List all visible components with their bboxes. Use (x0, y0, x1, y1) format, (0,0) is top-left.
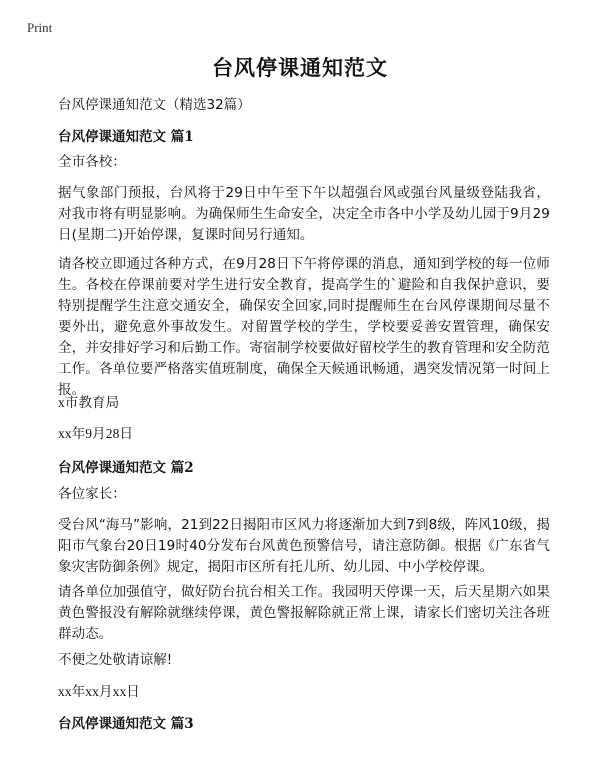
section-1-date: xx年9月28日 (58, 426, 134, 441)
section-heading-1: 台风停课通知范文 篇1 (58, 129, 194, 145)
section-heading-2: 台风停课通知范文 篇2 (58, 460, 194, 476)
print-link[interactable]: Print (27, 20, 53, 35)
page-subtitle: 台风停课通知范文（精选32篇） (58, 97, 251, 113)
section-2-paragraph-1: 受台风“海马”影响，21到22日揭阳市区风力将逐渐加大到7到8级，阵风10级，揭阳市气象台20日19时40分发布台风黄色预警信号，请注意防御。根据《广东省气象灾害防御条例》规定，揭阳市区所有托儿所、幼儿园、中小学校停课。 (58, 517, 550, 575)
section-heading-3: 台风停课通知范文 篇3 (58, 716, 194, 732)
section-1-paragraph-2: 请各校立即通过各种方式，在9月28日下午将停课的消息，通知到学校的每一位师生。各校在停课前要对学生进行安全教育，提高学生的`避险和自我保护意识，要特别提醒学生注意交通安全，确保安全回家,同时提醒师生在台风停课期间尽量不要外出，避免意外事故发生。对留置学校的学生，学校要妥善安置管理，确保安全，并安排好学习和后勤工作。寄宿制学校要做好留校学生的教育管理和安全防范工作。各单位要严格落实值班制度，确保全天候通讯畅通，遇突发情况第一时间上报。 (58, 256, 550, 398)
section-1-greeting: 全市各校： (58, 154, 126, 170)
section-2-greeting: 各位家长： (58, 486, 126, 502)
section-2-paragraph-2: 请各单位加强值守，做好防台抗台相关工作。我园明天停课一天，后天星期六如果黄色警报没有解除就继续停课，黄色警报解除就正常上课，请家长们密切关注各班群动态。 (58, 584, 550, 642)
section-1-paragraph-1: 据气象部门预报，台风将于29日中午至下午以超强台风或强台风量级登陆我省，对我市将有明显影响。为确保师生生命安全，决定全市各中小学及幼儿园于9月29日(星期二)开始停课，复课时间另行通知。 (58, 185, 550, 243)
section-2-date: xx年xx月xx日 (58, 684, 140, 699)
section-1-signature: x市教育局 (58, 395, 120, 410)
section-2-paragraph-3: 不便之处敬请谅解! (58, 652, 173, 668)
page-title: 台风停课通知范文 (212, 56, 388, 80)
